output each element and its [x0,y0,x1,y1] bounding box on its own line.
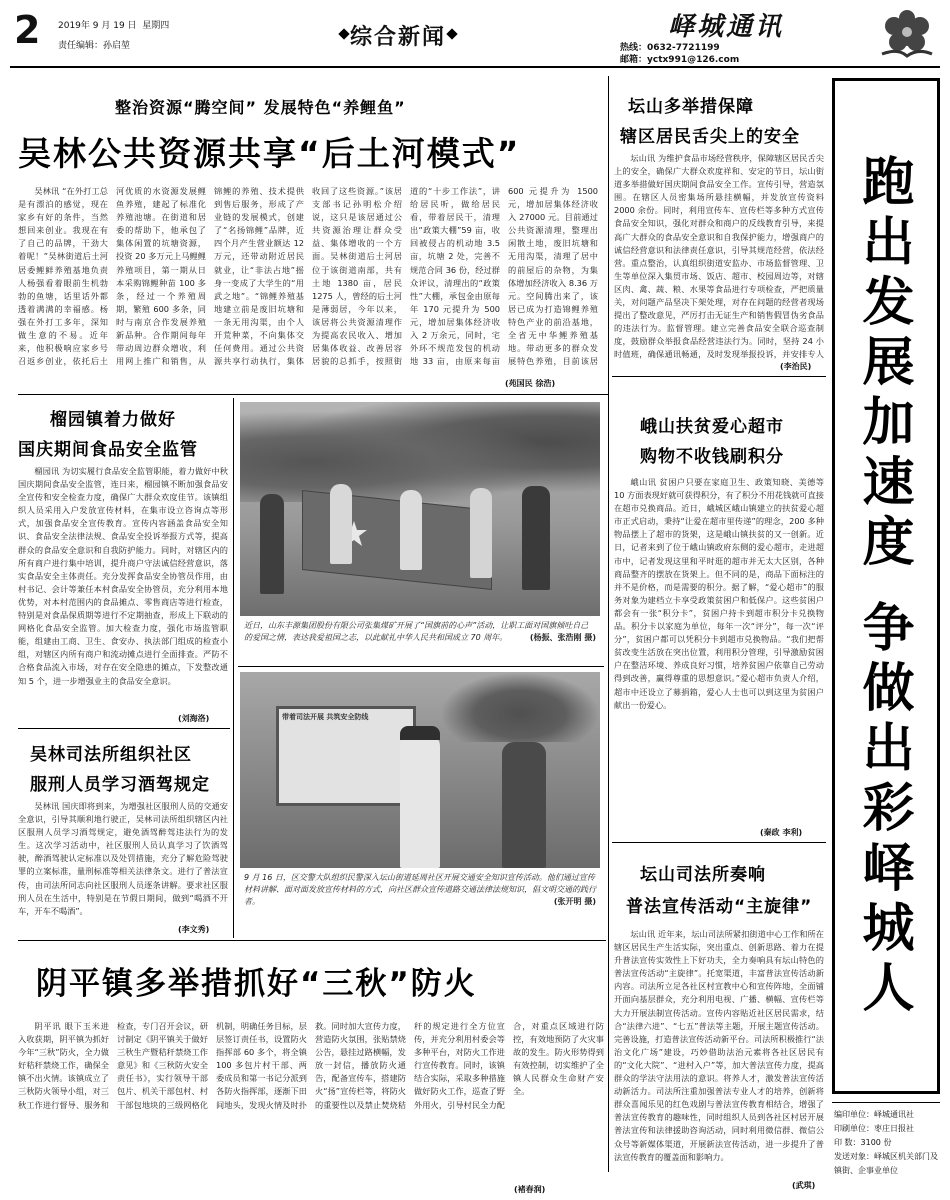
yinping-byline: (褚春润) [514,1185,546,1194]
info-board [276,706,416,806]
person-5 [522,486,550,590]
imprint-print-run: 印 数：3100 份 [834,1138,892,1147]
section-title: 综合新闻 [350,25,447,50]
editor-credit: 责任编辑：孙启堃 [58,41,131,51]
emountain-body [614,476,824,826]
lead-bottom-rule [18,394,608,395]
lead-body-text: 吴林讯 “在外打工总是有漂泊的感觉，现在家乡有好的条件，当然想回来创业。我现在有了自己的品牌，干劲大着呢！”吴林街道后土河居委鲤鲜养殖基地负责人杨强看着眼前生机勃勃的鱼塘，话里话外都透着满满的幸福感。杨强在外打工多年，深知做生意的不易。近年来，他积极响应家乡号召返乡创业，依托后土河优质的水资源发展鲤鱼养殖，建起了标准化养殖池塘。在街道和居委的帮助下，他承包了集体闲置的坑塘资源，投资 20 多万元上马鲤鲤养殖项目，第一期从日本采购锦鲤种苗 100 多条，经过一个养殖周期，繁殖 600 多条，同时与南京合作发展养殖新品种。合作期间每年带动周边群众增收，利用网上推广和销售，从锦鲤的养殖、技术提供到售后服务，形成了产业链的发展模式，创建了“名扬锦鲤”品牌，近四个月产生营业额达 12 万元，还带动附近居民就业，让“非法占地”摇身一变成了大学生的“用武之地”。“锦鲤养殖基地建立前是废旧坑塘和一条无用沟渠，由个人开荒种菜，不向集体交任何费用。通过公共资源共享行动执行，集体收回了这些资源。”该居支部书记孙明松介绍说，这只是该居通过公共资源治理让群众受益、集体增收的一个方面。吴林街道后土河居位于该街道南部，共有土地 1380 亩，居民 1275 人，曾经的后土河是薄弱居，今年以来，该居将公共资源清理作为提高农民收入、增加居集体收益、改善居容居貌的总抓手，按照街道的“十步工作法”，讲给居民听，做给居民看，带着居民干，清理出“政策大棚”59 亩，收回被侵占的机动地 3.5 亩，坑塘 2 处，完善不规范合同 36 份，经过群众评议，清理出的“政策性”大棚，承包金由原每年 170 元提升为 500 元，增加居集体经济收入 2 万余元，同时，宅外环不规范发包的机动地 33 亩，由原来每亩 600 元提升为 1500 元，增加居集体经济收入 27000 元。目前通过公共资源清理，整理出闲散土地，废旧坑塘和无用沟渠，清理了居中的前屋后的杂物，为集体增加经济收入 8.36 万元。空间腾出来了，该居已成为打造锦鲤养殖特色产业的前沿基地，全省无中华鲤养殖基地。带动更多的群众发展特色养殖，目前该居 [18,186,598,367]
bottom-section-rule [18,940,606,941]
tree-foliage [440,672,600,742]
photo2-credit: (张开明 摄) [553,897,596,906]
col-divider-right [608,76,609,1172]
wulin-justice-body-text: 吴林讯 国庆即将到来，为增强社区服刑人员的交通安全意识，引导其顺利地行驶正，吴林司法所组织辖区内社区服刑人员学习酒驾规定，避免酒驾醉驾违法行为的发生。这次学习活动中，社区服刑人员认真学习了饮酒驾驶，醉酒驾驶认定标准以及处罚措施，充分了解危险驾驶罪的立案标准，量刑标准等相关法律条文。进行了普法宣传，由司法所同志向社区服刑人员逐条讲解。要求社区服刑人员在生活中，特别是在节假日期间，做到“喝酒不开车，开车不喝酒”。 [18,801,228,916]
emountain-body-text: 峨山讯 贫困户只要在家庭卫生、政策知晓、美德等 10 方面表现好就可获得积分，有了积分不用花钱就可直接在超市兑换商品。近日，峨城区峨山镇建立的扶贫爱心超市正式启动，秉持“让爱在超市里传递”的理念，200 多种物品摆上了超市的货架，这是峨山镇扶贫的又一创新。近日，记者来到了位于峨山镇政府东侧的爱心超市，走进超市中，记者发现这里和平时逛的超市并无太大区别，各种商品整齐的摆放在货架上。但不同的是，商品下面标注的并不是价格，而是需要的积分。据了解，“爱心超市”的服务对象为建档立卡享受政策贫困户和低保户。这些贫困户都会有一张“积分卡”，贫困户持卡到超市积分卡兑换物品。积分卡以家庭为单位，每年一次“评分”，每一次“评分”，贫困户都可以凭积分卡到超市兑换物品。“我们把帮贫改变生活放在突出位置，利用积分管理，引导激励贫困户在整洁环境、养成良好习惯，培养贫困户依靠自己劳动得到改善，赢得尊重的思想意识。”爱心超市负责人介绍，超市中还设立了募捐箱，爱心人士也可以到这里为贫困户献出一份爱心。 [614,477,824,710]
taishan-law-body [614,928,824,1178]
liuyuan-bottom-rule [18,728,230,729]
issue-date [58,18,169,31]
photo1-caption-text: 近日，山东丰源集团股份有限公司张集煤矿开展了“国旗前的心声”活动，让职工面对国旗倾吐自己的爱国之情，表达我爱祖国之志，以此献礼中华人民共和国成立 70 周年。 [244,621,589,642]
police-cap [400,726,440,740]
taishan-body [614,152,824,362]
yinping-body-text: 阴平讯 眼下玉米进入收获期，阴平镇为抓好今年“三秋”防火，全力做好秸秆禁烧工作，确保全镇不出火情。该镇成立了三秋防火领导小组，对三秋工作进行督导、服务和检查，专门召开会议，研讨制定《阴平镇关于做好三秋生产暨秸秆禁烧工作意见》和《三秋防火安全责任书》，实行领导干部包片、机关干部包村、村干部包地块的三级网格化机制，明确任务目标，层层签订责任书，设置防火指挥部 60 多个，将全镇 100 多包片村干部、两委成员和第一书记分派到各防火指挥部，逐渐下田间地头，发现火情及时扑救。同时加大宣传力度，营造防火氛围，张贴禁烧公告，悬挂过路横幅，发放一封信，播放防火通告，配备宣传车，搭建防火“扬”宣传栏等，将防火的重要性以及禁止焚烧秸秆的规定进行全方位宣传，并充分利用村委会等多种平台，对防火工作进行宣传教育。同时，该镇结合实际，采取多种措施做好防火工作，巡查了野外用火，引导村民全力配合，对重点区域进行防控，有效地预防了火灾事故的发生。防火形势得到有效控制，切实维护了全镇人民群众生命财产安全。 [18,1021,604,1110]
photo1-caption [244,620,596,644]
photo1-credit: (杨振、张浩刚 摄) [529,633,596,642]
col-divider-left [233,398,234,938]
liuyuan-body [18,465,228,717]
resident [502,742,546,868]
emountain-title-line2: 购物不收钱刷积分 [640,447,784,467]
taishan-law-byline: (武琪) [792,1181,816,1190]
taishan-title-line2: 辖区居民舌尖上的安全 [620,127,800,147]
person-3 [400,490,422,570]
person-1 [260,494,284,594]
wulin-justice-body [18,800,228,924]
masthead: 峄城通讯 [668,12,785,42]
yinping-body [18,1020,604,1190]
photo1-bottom-rule [238,666,604,667]
liuyuan-byline: (刘海洛) [178,714,210,723]
yinping-headline: 阴平镇多举措抓好“三秋”防火 [36,966,477,1002]
police-officer [400,734,440,868]
imprint-publisher: 编印单位：峄城通讯社 [834,1110,914,1119]
taishan-law-title-line1: 坛山司法所奏响 [640,865,766,885]
side-banner-slogan: 跑出发展加速度 争做出彩峄城人 [853,153,913,1021]
liuyuan-body-text: 榴园讯 为切实履行食品安全监管职能，着力做好中秋国庆期间食品安全监管，连日来，榴园镇不断加强食品安全宣传和安全检查力度，确保广大群众欢度佳节。该镇组织人员采用入户发放宣传材料，在集市设立咨询点等形式，加强食品安全宣传教育。宣传内容涵盖食品安全知识、食品安全法律法规、食品安全投诉举报方式等，提高群众的食品安全意识和自我防护能力。同时，对辖区内的所有商户进行集中培训，提升商户守法诚信经营意识，落实食品安全主体责任。充分发挥食品安全协管员作用，由村书记、会计等兼任本村食品安全协管员，充分利用本地优势，对本村范围内的食品摊点、零售商店等进行检查，特别是对食品保质期等进行不定期抽查，形成上下联动的网格化食品安全监管。加大检查力度，强化市场监管职能，组建由工商、卫生、食安办、执法部门组成的检查小组，对辖区内所有商户和流动摊点进行全面排查。严防不合格食品流入市场，对存在安全隐患的摊点，下发整改通知 5 个，进一步增强业主的食品安全意识。 [18,466,228,686]
peony-flower-logo [868,4,946,66]
taishan-byline: (李治民) [780,362,812,371]
info-board-title: 带着司法开展 共筑安全防线 [282,713,369,721]
imprint-box [834,1108,942,1178]
lead-kicker: 整治资源“腾空间” 发展特色“养鲤鱼” [115,98,406,117]
date-text: 2019年 9 月 19 日 [58,21,137,31]
wulin-justice-title-line1: 吴林司法所组织社区 [30,745,192,765]
page-number: 2 [14,8,41,52]
lead-headline: 吴林公共资源共享“后土河模式” [18,134,521,173]
wulin-justice-byline: (李文秀) [178,925,210,934]
header-rule [10,66,940,68]
imprint-distribution: 发送对象：峄城区机关部门及镇街、企事业单位 [834,1152,938,1175]
section-ornament-left [338,28,349,39]
imprint-printer: 印刷单位：枣庄日报社 [834,1124,914,1133]
imprint-rule [832,1102,940,1103]
taishan-law-title-line2: 普法宣传活动“主旋律” [626,897,813,917]
photo-flag-ceremony [240,402,600,616]
taishan-bottom-rule [612,376,826,377]
email: 邮箱：yctx991@126.com [620,55,740,65]
emountain-byline: (秦政 李利) [760,828,803,837]
photo-traffic-police [240,672,600,868]
taishan-law-body-text: 坛山讯 近年来，坛山司法所紧扣街道中心工作和所在辖区居民生产生活实际，突出重点、创新思路、着力在提升普法宣传实效性上下好功夫，全力奏响具有坛山特色的普法宣传活动“主旋律”。托宽渠道，丰富普法宣传活动新内容。司法所立足各社区村宣教中心和宣传阵地，全面铺开面向基层群众，充分利用电视、广播、横幅、宣传栏等大力开展法制宣传活动。宣传内容贴近社区居民需求，结合“法律六进”、“七五”普法等主题，开展主题宣传活动。完善设施，打造普法宣传活动新平台。司法所积极推行“法治文化广场”建设，巧妙借助法治元素将各社区居民有的“文化大院”、“进村入户”等，加大普法宣传力度，提高群众的学法守法用法的意识。将养人才，激发普法宣传活动新活力。司法所注重加强普法专业人才的培养，创新将群众喜闻乐见的红色戏剧与普法宣传教育相结合，增强了普法宣传教育的趣味性，同时组织人员到各社区村居开展普法宣传和法律援助咨询活动，同时利用微信群、微信公众号等新媒体渠道，开展新法宣传活动，进一步提升了普法宣传教育的覆盖面和影响力。 [614,929,824,1162]
emountain-title-line1: 峨山扶贫爱心超市 [640,417,784,437]
person-2 [330,484,352,564]
liuyuan-title-line1: 榴园镇着力做好 [50,410,176,430]
taishan-title-line1: 坛山多举措保障 [628,97,754,117]
hotline: 热线：0632-7721199 [620,43,720,53]
lead-body [18,185,598,380]
person-4 [470,488,492,578]
weekday-text: 星期四 [142,21,170,31]
section-ornament-right [446,28,457,39]
taishan-body-text: 坛山讯 为维护食品市场经营秩序，保障辖区居民舌尖上的安全，确保广大群众欢度祥和、安定的节日，坛山街道多举措做好国庆期间食品安全工作。宣传引导，营造氛围。在辖区人员密集场所悬挂横幅，并发放宣传资料 2000 余份。同时，利用宣传车、宣传栏等多种方式宣传食品安全知识，强化对群众和商户的反线教育引导，来提高广大群众的食品安全意识和自我保护能力，增强商户的诚信经营意识和法律责任意识，引导其规范经营，依法经营。重点整治，认真组织街道安监办、市场监督管理、卫生等单位深入集贸市场、饭店、超市、校园周边等，对辖区肉、禽、蔬、粮、水果等食品进行专项检查，严把质量关，对问题产品坚决下架处理，对存在问题的经营者现场提出了整改意见，严厉打击无证生产和销售假冒伪劣食品的违法行为。监督管理。建立完善食品安全联合巡查制度，鼓励群众举报食品经营违法行为。同时，坚持 24 小时值班，确保通讯畅通，及时发现举报投诉，并安排专人 [614,153,824,360]
photo2-caption-text: 9 月 16 日，区交警大队组织民警深入坛山街道延周社区开展交通安全知识宣传活动。他们通过宣传材料讲解、面对面发放宣传材料的方式，向社区群众宣传道路交通法律法规知识，倡文明交通的践行者。 [244,873,596,906]
emountain-bottom-rule [612,842,826,843]
lead-byline: (苑国民 徐浩) [505,379,556,388]
photo2-caption [244,872,596,908]
liuyuan-title-line2: 国庆期间食品安全监管 [18,440,198,460]
wulin-justice-title-line2: 服刑人员学习酒驾规定 [30,775,210,795]
